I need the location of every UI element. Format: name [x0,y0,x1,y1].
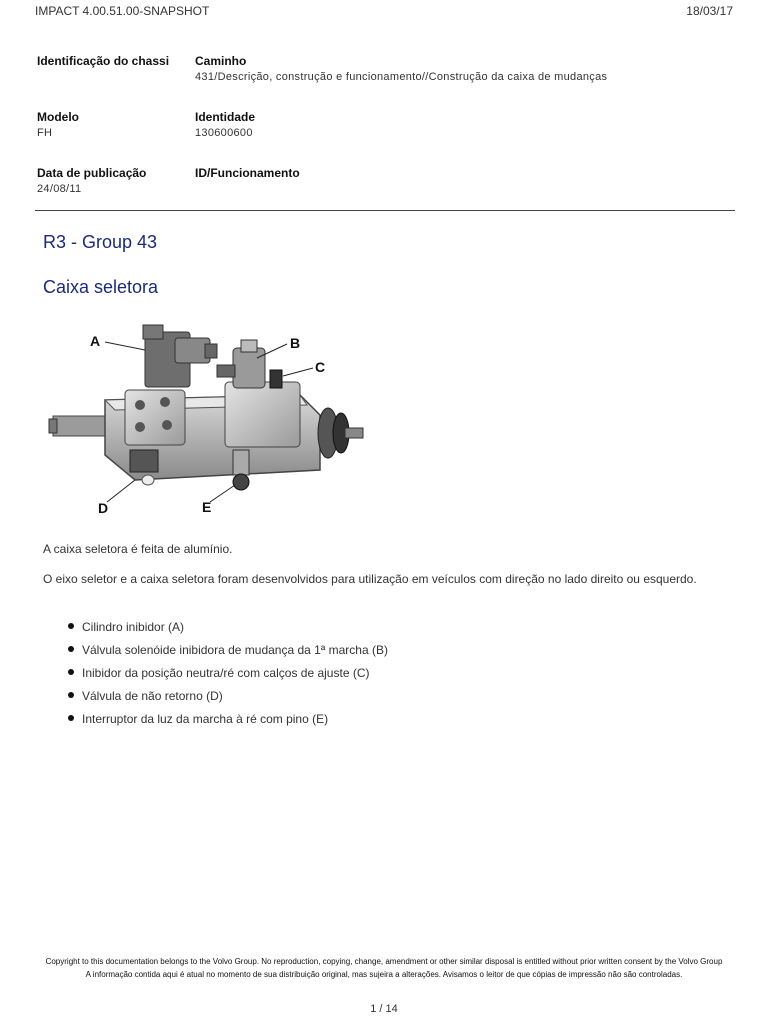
meta-row-1 [37,54,737,110]
id-label: ID/Funcionamento [195,166,300,180]
divider [35,210,735,211]
model-label: Modelo [37,110,79,124]
path-label: Caminho [195,54,247,68]
path-field [195,54,607,83]
callout-e: E [202,499,212,515]
pubdate-value: 24/08/11 [37,183,82,195]
pubdate-label: Data de publicação [37,166,147,180]
selector-housing-illustration [45,320,375,520]
bullet-icon [68,646,74,652]
component-list [65,620,388,735]
copyright-footer [30,955,738,981]
pubdate-field [37,166,146,195]
page-number: 1 / 14 [370,1003,398,1015]
callout-d: D [98,500,109,516]
page-header [35,4,733,18]
id-field [195,166,300,183]
list-item [65,689,388,712]
bullet-icon [68,669,74,675]
meta-row-3 [37,166,737,222]
paragraph-description: O eixo seletor e a caixa seletora foram desenvolvidos para utilização em veículos com direção no lado direito ou esquerdo. [43,572,697,586]
paragraph-material: A caixa seletora é feita de alumínio. [43,542,233,556]
bullet-icon [68,715,74,721]
group-title: R3 - Group 43 [43,232,158,252]
bullet-icon [68,623,74,629]
model-field [37,110,79,139]
list-item [65,666,388,689]
section-title: Caixa seletora [43,277,159,297]
callout-b: B [290,335,301,351]
metadata-block [37,54,737,222]
disclaimer-text: A informação contida aqui é atual no momento de sua distribuição original, mas sujeira a alterações. Avisamos o leitor de que cópias de impressão não são controladas. [85,970,683,979]
list-item-text: Válvula de não retorno (D) [82,689,223,703]
list-item [65,643,388,666]
list-item-text: Válvula solenóide inibidora de mudança da 1ª marcha (B) [82,643,388,657]
identity-label: Identidade [195,110,256,124]
meta-row-2 [37,110,737,166]
bullet-icon [68,692,74,698]
identity-field [195,110,255,139]
chassis-label: Identificação do chassi [37,54,170,68]
model-value: FH [37,127,53,139]
list-item-text: Inibidor da posição neutra/ré com calços de ajuste (C) [82,666,370,680]
copyright-text: Copyright to this documentation belongs to the Volvo Group. No reproduction, copying, change, amendment or other similar disposal is entitled without prior written consent by the Volvo Group [45,957,723,966]
identity-value: 130600600 [195,127,253,139]
list-item [65,712,388,735]
app-title: IMPACT 4.00.51.00-SNAPSHOT [35,4,210,18]
chassis-field [37,54,169,71]
callout-c: C [315,359,326,375]
list-item [65,620,388,643]
path-value: 431/Descrição, construção e funcionamento//Construção da caixa de mudanças [195,71,608,83]
callout-a: A [90,333,101,349]
print-date: 18/03/17 [686,4,733,18]
list-item-text: Interruptor da luz da marcha à ré com pino (E) [82,712,329,726]
list-item-text: Cilindro inibidor (A) [82,620,185,634]
